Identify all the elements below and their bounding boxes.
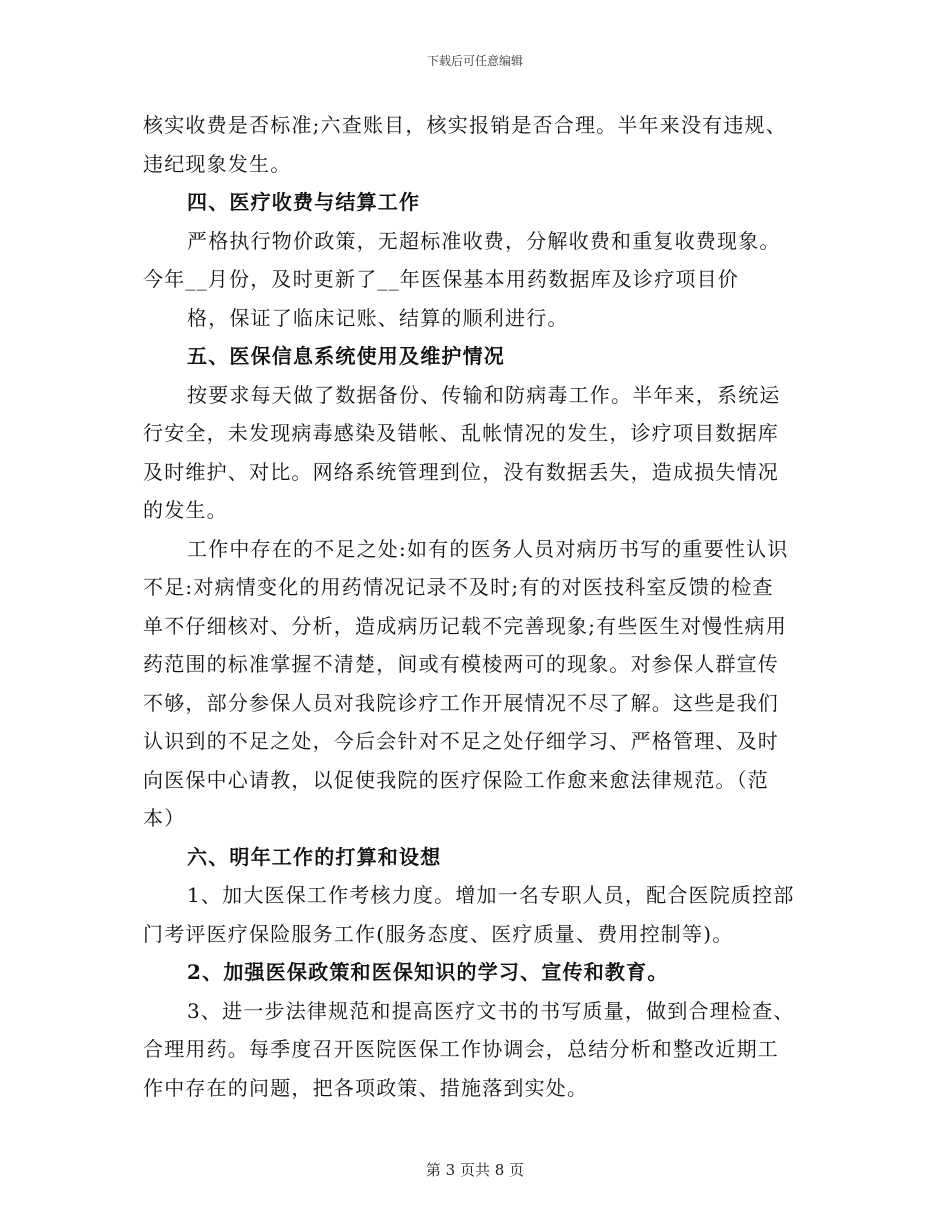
document-body (143, 106, 807, 1107)
paragraph-line: 向医保中心请教，以促使我院的医疗保险工作愈来愈法律规范。（范 (143, 767, 769, 792)
page-footer: 第 3 页共 8 页 (425, 1161, 525, 1179)
paragraph-line: 作中存在的问题，把各项政策、措施落到实处。 (143, 1075, 589, 1100)
paragraph-line: 本） (143, 806, 186, 830)
paragraph-line: 核实收费是否标准;六查账目，核实报销是否合理。半年来没有违规、 (143, 113, 787, 137)
paragraph-line: 不足:对病情变化的用药情况记录不及时;有的对医技科室反馈的检查 (143, 575, 774, 599)
paragraph-line: 1、加大医保工作考核力度。增加一名专职人员，配合医院质控部 (187, 883, 795, 907)
paragraph-line: 违纪现象发生。 (143, 151, 292, 176)
paragraph-line: 按要求每天做了数据备份、传输和防病毒工作。半年来，系统运 (187, 382, 781, 407)
paragraph-line: 的发生。 (143, 498, 228, 522)
paragraph-line: 3、进一步法律规范和提高医疗文书的书写质量，做到合理检查、 (187, 998, 795, 1023)
section-heading-6: 六、明年工作的打算和设想 (187, 844, 442, 869)
list-item-2: 2、加强医保政策和医保知识的学习、宣传和教育。 (187, 960, 669, 984)
page-header: 下载后可任意编辑 (426, 54, 523, 68)
section-heading-4: 四、医疗收费与结算工作 (187, 190, 421, 214)
paragraph-line: 单不仔细核对、分析，造成病历记载不完善现象;有些医生对慢性病用 (143, 613, 787, 638)
section-heading-5: 五、医保信息系统使用及维护情况 (187, 344, 505, 368)
paragraph-line: 药范围的标准掌握不清楚，间或有模棱两可的现象。对参保人群宣传 (143, 652, 779, 676)
paragraph-line: 工作中存在的不足之处:如有的医务人员对病历书写的重要性认识 (187, 536, 789, 561)
paragraph-line: 严格执行物价政策，无超标准收费，分解收费和重复收费现象。 (187, 228, 781, 253)
paragraph-line: 合理用药。每季度召开医院医保工作协调会，总结分析和整改近期工 (143, 1037, 779, 1061)
paragraph-line: 门考评医疗保险服务工作(服务态度、医疗质量、费用控制等)。 (143, 921, 734, 946)
paragraph-line: 行安全，未发现病毒感染及错帐、乱帐情况的发生，诊疗项目数据库 (143, 421, 779, 445)
paragraph-line: 今年__月份，及时更新了__年医保基本用药数据库及诊疗项目价 (143, 267, 739, 291)
paragraph-line: 不够，部分参保人员对我院诊疗工作开展情况不尽了解。这些是我们 (143, 690, 779, 715)
paragraph-line: 认识到的不足之处，今后会针对不足之处仔细学习、严格管理、及时 (143, 729, 779, 753)
paragraph-line: 及时维护、对比。网络系统管理到位，没有数据丢失，造成损失情况 (143, 459, 779, 484)
paragraph-line: 格，保证了临床记账、结算的顺利进行。 (187, 305, 569, 330)
